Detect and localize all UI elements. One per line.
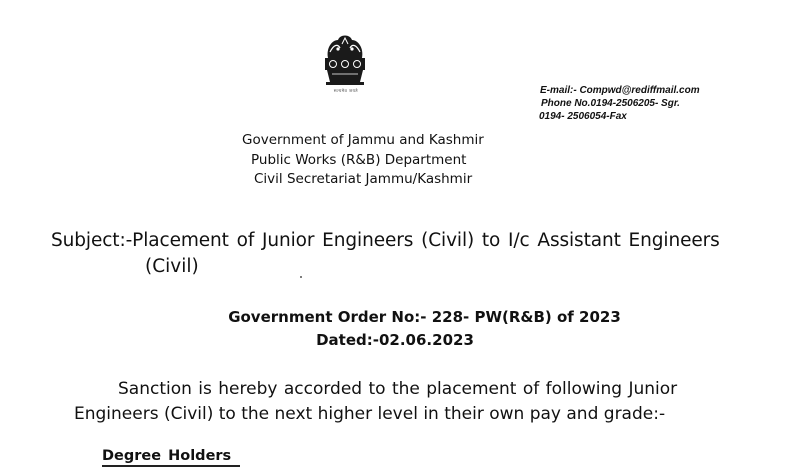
sanction-paragraph	[74, 377, 677, 427]
subject-continuation: (Civil)	[145, 256, 199, 277]
contact-email: E-mail:- Compwd@rediffmail.com	[540, 85, 700, 96]
subject-line: Subject:-Placement of Junior Engineers (Civil) to I/c Assistant Engineers	[51, 230, 720, 251]
order-heading	[0, 306, 793, 352]
order-date: Dated:-02.06.2023	[316, 331, 474, 349]
secretariat-line: Civil Secretariat Jammu/Kashmir	[254, 171, 473, 187]
sanction-line-1: Sanction is hereby accorded to the placement of following Junior	[118, 379, 678, 399]
contact-fax: 0194- 2506054-Fax	[539, 111, 627, 122]
scan-speck	[300, 276, 302, 278]
sanction-line-2: Engineers (Civil) to the next higher level in their own pay and grade:-	[74, 404, 666, 424]
order-number: Government Order No:- 228- PW(R&B) of 2023	[228, 308, 621, 326]
department-address	[242, 131, 484, 190]
contact-phone: Phone No.0194-2506205- Sgr.	[541, 98, 680, 109]
contact-block	[540, 84, 700, 123]
emblem-motto: सत्यमेव जयते	[333, 88, 359, 93]
section-heading: Degree Holders	[102, 448, 232, 464]
ashoka-emblem-icon	[316, 30, 374, 96]
government-line: Government of Jammu and Kashmir	[242, 132, 484, 148]
heading-underline	[102, 465, 240, 467]
department-line: Public Works (R&B) Department	[251, 151, 467, 168]
